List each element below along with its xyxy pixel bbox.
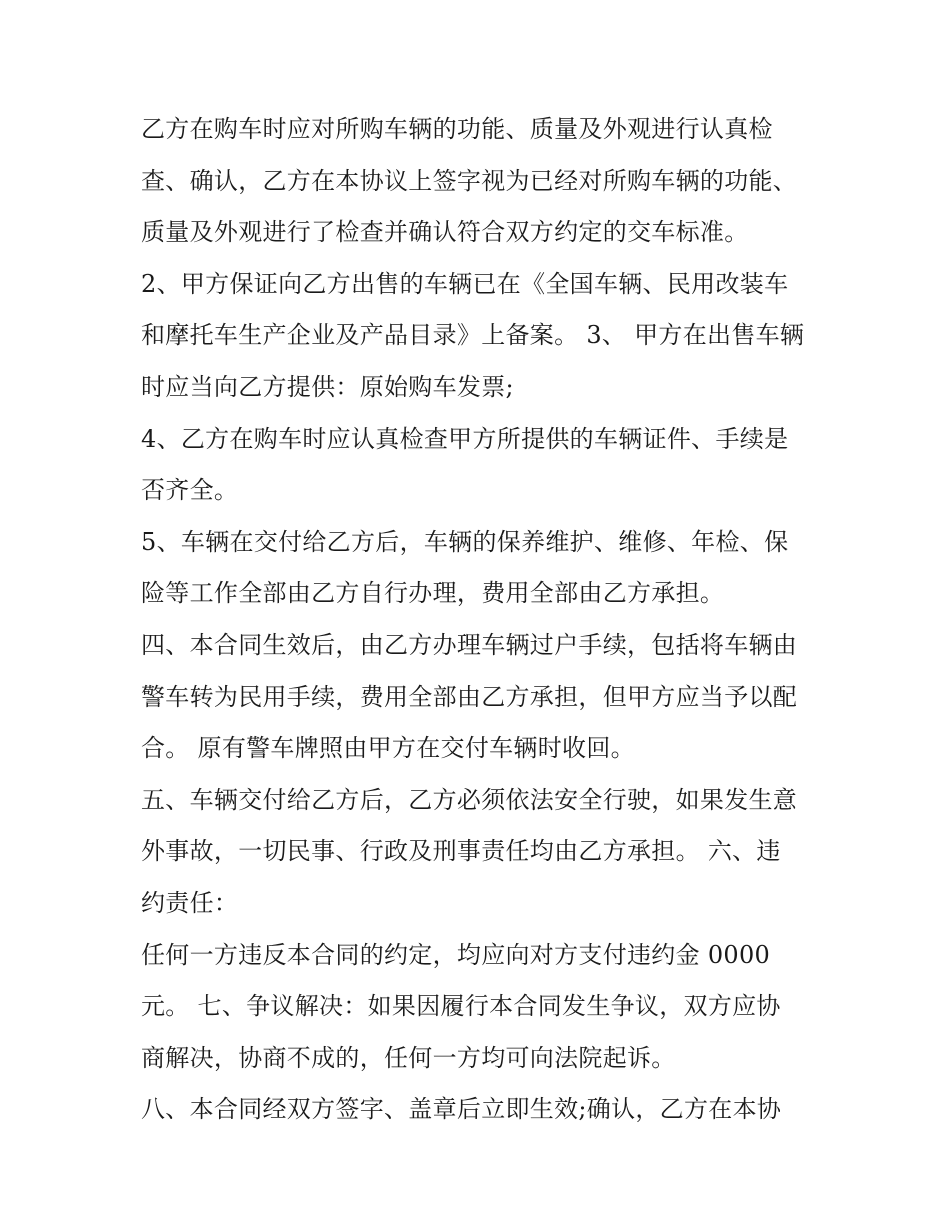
- text-line: 2、甲方保证向乙方出售的车辆已在《全国车辆、民用改装车: [141, 269, 789, 298]
- text-line: 合。 原有警车牌照由甲方在交付车辆时收回。: [141, 734, 635, 763]
- text-line: 质量及外观进行了检查并确认符合双方约定的交车标准。: [141, 218, 749, 247]
- text-line: 四、本合同生效后，由乙方办理车辆过户手续，包括将车辆由: [141, 630, 798, 659]
- text-line: 查、确认，乙方在本协议上签字视为已经对所购车辆的功能、: [141, 166, 798, 195]
- text-line: 任何一方违反本合同的约定，均应向对方支付违约金 0000: [141, 940, 771, 969]
- text-line: 和摩托车生产企业及产品目录》上备案。 3、 甲方在出售车辆: [141, 321, 805, 350]
- contract-body-text: [141, 104, 821, 1136]
- text-line: 警车转为民用手续，费用全部由乙方承担，但甲方应当予以配: [141, 682, 798, 711]
- text-line: 险等工作全部由乙方自行办理，费用全部由乙方承担。: [141, 579, 725, 608]
- text-line: 五、车辆交付给乙方后，乙方必须依法安全行驶，如果发生意: [141, 785, 798, 814]
- text-line: 乙方在购车时应对所购车辆的功能、质量及外观进行认真检: [141, 115, 773, 143]
- text-line: 商解决，协商不成的，任何一方均可向法院起诉。: [141, 1043, 676, 1072]
- text-line: 5、车辆在交付给乙方后，车辆的保养维护、维修、年检、保: [141, 527, 789, 556]
- text-line: 4、乙方在购车时应认真检查甲方所提供的车辆证件、手续是: [141, 424, 789, 453]
- text-line: 元。 七、争议解决：如果因履行本合同发生争议，双方应协: [141, 992, 781, 1021]
- text-line: 外事故，一切民事、行政及刑事责任均由乙方承担。 六、违: [141, 837, 781, 866]
- text-line: 八、本合同经双方签字、盖章后立即生效;确认，乙方在本协: [141, 1095, 782, 1124]
- text-line: 约责任：: [141, 888, 239, 917]
- text-line: 否齐全。: [141, 476, 239, 505]
- text-line: 时应当向乙方提供：原始购车发票;: [141, 372, 514, 401]
